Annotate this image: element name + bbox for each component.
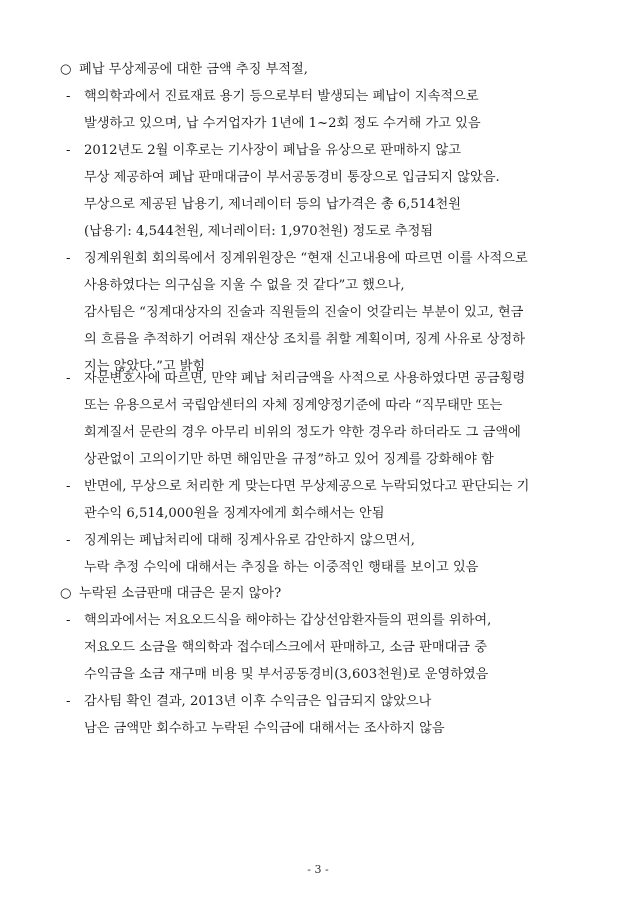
line-text: 핵의학과에서 진료재료 용기 등으로부터 발생되는 폐납이 지속적으로 bbox=[84, 89, 479, 104]
text-line bbox=[66, 607, 600, 634]
dash-bullet: - bbox=[66, 479, 71, 494]
section-heading bbox=[60, 580, 600, 607]
text-line: 무상으로 제공된 납용기, 제너레이터 등의 납가격은 총 6,514천원 bbox=[84, 197, 462, 212]
text-line bbox=[66, 688, 600, 715]
list-item bbox=[66, 83, 600, 137]
line-text: 핵의과에서는 저요오드식을 해야하는 갑상선암환자들의 편의를 위하여, bbox=[84, 613, 492, 628]
text-line: 또는 유용으로서 국립암센터의 자체 징계양정기준에 따라 “직무태만 또는 bbox=[84, 398, 503, 413]
circle-bullet: ○ bbox=[60, 62, 72, 77]
text-line: 회계질서 문란의 경우 아무리 비위의 정도가 약한 경우라 하더라도 그 금액에 bbox=[84, 425, 521, 440]
text-line bbox=[66, 83, 600, 110]
list-item bbox=[66, 527, 600, 581]
text-line: (납용기: 4,544천원, 제너레이터: 1,970천원) 정도로 추정됨 bbox=[84, 224, 434, 239]
dash-bullet: - bbox=[66, 143, 71, 158]
text-line: 남은 금액만 회수하고 누락된 수익금에 대해서는 조사하지 않음 bbox=[84, 721, 445, 736]
list-item bbox=[66, 607, 600, 688]
dash-bullet: - bbox=[66, 89, 71, 104]
list-item bbox=[66, 245, 600, 380]
line-text: 징계위는 폐납처리에 대해 징계사유로 감안하지 않으면서, bbox=[84, 533, 415, 548]
text-line: 감사팀은 “징계대상자의 진술과 직원들의 진술이 엇갈리는 부분이 있고, 현금 bbox=[84, 305, 524, 320]
text-line bbox=[66, 137, 600, 164]
text-line bbox=[66, 365, 600, 392]
dash-bullet: - bbox=[66, 613, 71, 628]
text-line: 발생하고 있으며, 납 수거업자가 1년에 1~2회 정도 수거해 가고 있음 bbox=[84, 116, 481, 131]
circle-bullet: ○ bbox=[60, 586, 72, 601]
dash-bullet: - bbox=[66, 251, 71, 266]
text-line bbox=[66, 527, 600, 554]
dash-bullet: - bbox=[66, 371, 71, 386]
heading-text: 폐납 무상제공에 대한 금액 추징 부적절, bbox=[79, 62, 308, 77]
text-line: 지는 않았다.”고 밝힘 bbox=[84, 359, 206, 374]
line-text: 2012년도 2월 이후로는 기사장이 폐납을 유상으로 판매하지 않고 bbox=[84, 143, 462, 158]
text-line: 관수익 6,514,000원을 징계자에게 회수해서는 안됨 bbox=[84, 506, 385, 521]
dash-bullet: - bbox=[66, 533, 71, 548]
list-item bbox=[66, 365, 600, 473]
text-line: 누락 추정 수익에 대해서는 추징을 하는 이중적인 행태를 보이고 있음 bbox=[84, 560, 479, 575]
list-item bbox=[66, 137, 600, 245]
page-number: - 3 - bbox=[307, 863, 329, 876]
dash-bullet: - bbox=[66, 694, 71, 709]
section-legal-opinion bbox=[60, 365, 600, 581]
text-line: 사용하였다는 의구심을 지울 수 없을 것 같다”고 했으나, bbox=[84, 278, 405, 293]
line-text: 징계위원회 회의록에서 징계위원장은 “현재 신고내용에 따르면 이를 사적으로 bbox=[84, 251, 528, 266]
line-text: 감사팀 확인 결과, 2013년 이후 수익금은 입금되지 않았으나 bbox=[84, 694, 432, 709]
line-text: 반면에, 무상으로 처리한 게 맞는다면 무상제공으로 누락되었다고 판단되는 기 bbox=[84, 479, 530, 494]
text-line bbox=[66, 245, 600, 272]
line-text: 자문변호사에 따르면, 만약 폐납 처리금액을 사적으로 사용하였다면 공금횡령 bbox=[84, 371, 526, 386]
text-line: 수익금을 소금 재구매 비용 및 부서공동경비(3,603천원)로 운영하였음 bbox=[84, 667, 489, 682]
text-line: 의 흐름을 추적하기 어려워 재산상 조치를 취할 계획이며, 징계 사유로 상정하 bbox=[84, 332, 526, 347]
section-salt-sales bbox=[60, 580, 600, 742]
list-item bbox=[66, 688, 600, 742]
section-heading bbox=[60, 56, 600, 83]
text-line: 저요오드 소금을 핵의학과 접수데스크에서 판매하고, 소금 판매대금 중 bbox=[84, 640, 487, 655]
text-line: 무상 제공하여 폐납 판매대금이 부서공동경비 통장으로 입금되지 않았음. bbox=[84, 170, 500, 185]
text-line bbox=[66, 473, 600, 500]
list-item bbox=[66, 473, 600, 527]
section-waste-lead bbox=[60, 56, 600, 380]
text-line: 상관없이 고의이기만 하면 해임만을 규정”하고 있어 징계를 강화해야 함 bbox=[84, 452, 494, 467]
heading-text: 누락된 소금판매 대금은 묻지 않아? bbox=[79, 586, 282, 601]
